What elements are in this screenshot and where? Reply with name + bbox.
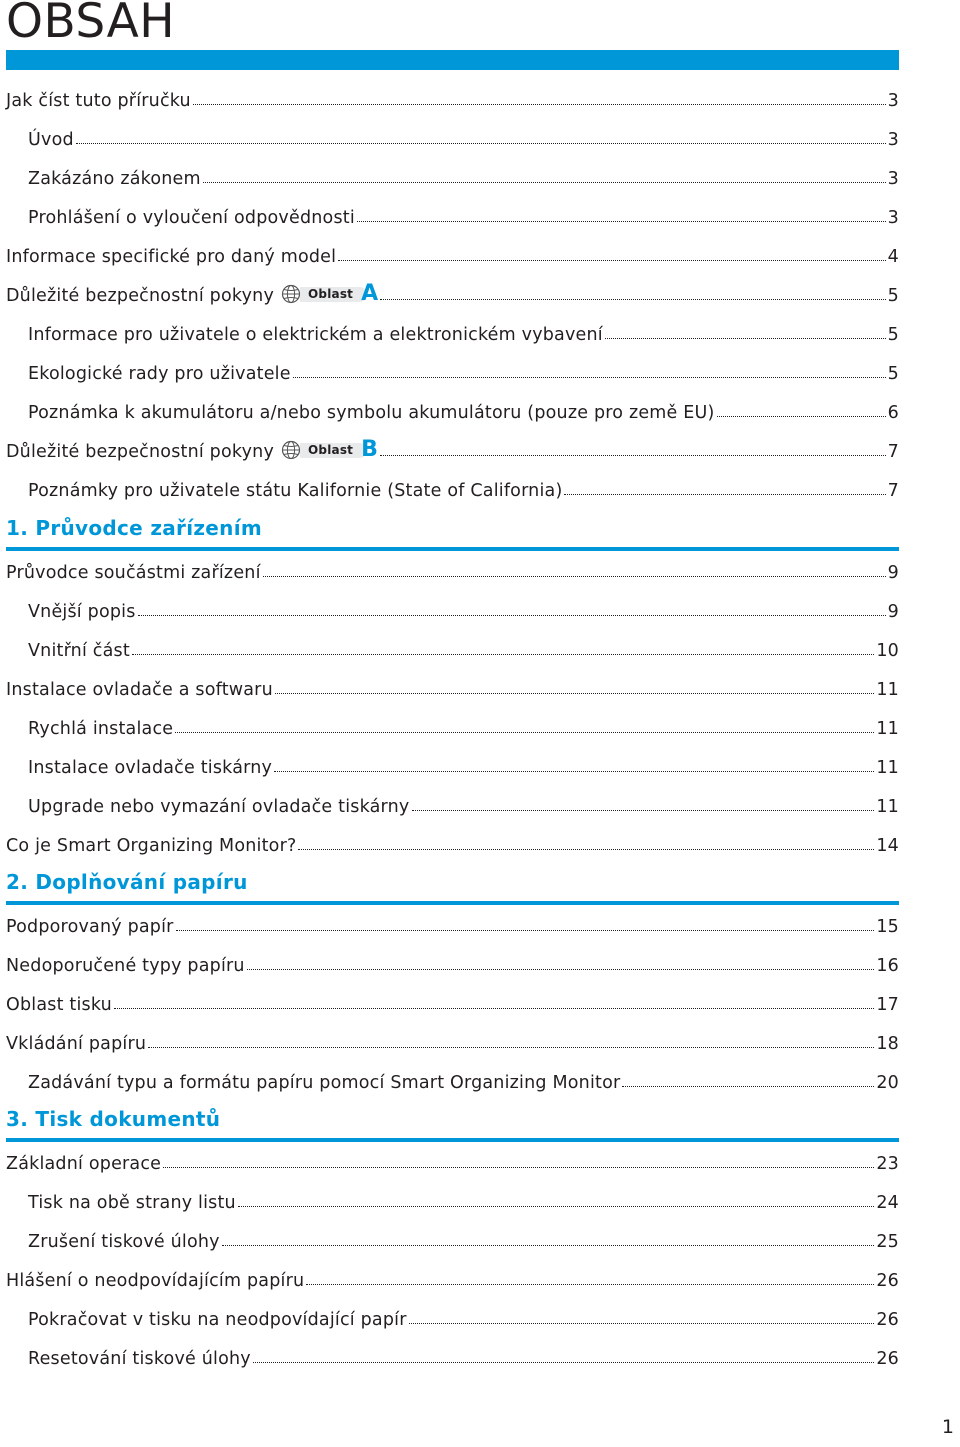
dot-leader	[132, 654, 874, 655]
toc-entry-label: Jak číst tuto příručku	[6, 91, 191, 111]
page-title: OBSAH	[6, 0, 176, 49]
toc-entry[interactable]	[28, 709, 899, 739]
toc-entry[interactable]	[28, 631, 899, 661]
toc-entry-label: Důležité bezpečnostní pokyny	[6, 442, 275, 462]
dot-leader	[306, 1284, 874, 1285]
toc-entry[interactable]	[6, 670, 899, 700]
toc-entry-page: 26	[876, 1271, 899, 1291]
toc-entry[interactable]	[28, 1300, 899, 1330]
toc-entry-page: 5	[887, 364, 899, 384]
toc-entry[interactable]	[28, 120, 899, 150]
toc-entry-label: Základní operace	[6, 1154, 162, 1174]
dot-leader	[293, 377, 886, 378]
region-badge-letter: A	[361, 281, 379, 306]
toc-entry-label: Instalace ovladače tiskárny	[28, 758, 273, 778]
toc-entry-page: 15	[876, 917, 899, 937]
dot-leader	[176, 930, 875, 931]
dot-leader	[222, 1245, 875, 1246]
region-badge-text: Oblast	[300, 443, 367, 458]
dot-leader	[412, 810, 875, 811]
toc-entry[interactable]	[28, 471, 899, 501]
dot-leader	[380, 455, 886, 456]
toc-entry-label: Hlášení o neodpovídajícím papíru	[6, 1271, 305, 1291]
toc-entry-page: 5	[887, 325, 899, 345]
region-badge	[280, 281, 379, 306]
toc-entry-page: 26	[876, 1349, 899, 1369]
page-number: 1	[941, 1416, 954, 1438]
dot-leader	[175, 732, 874, 733]
toc-entry[interactable]	[28, 1339, 899, 1369]
toc-entry[interactable]	[28, 1222, 899, 1252]
toc-entry-label: Vkládání papíru	[6, 1034, 147, 1054]
toc-entry[interactable]	[6, 553, 899, 583]
toc-entry-label: Zadávání typu a formátu papíru pomocí Smart Organizing Monitor	[28, 1073, 621, 1093]
toc-entry-page: 5	[887, 286, 899, 306]
toc-entry-page: 23	[876, 1154, 899, 1174]
toc-entry-page: 4	[887, 247, 899, 267]
chapter-heading[interactable]	[6, 516, 899, 540]
toc-entry-label: Rychlá instalace	[28, 719, 174, 739]
toc-entry-page: 20	[876, 1073, 899, 1093]
toc-entry-label: Ekologické rady pro uživatele	[28, 364, 291, 384]
toc-entry[interactable]	[28, 393, 899, 423]
chapter-heading[interactable]	[6, 870, 899, 894]
dot-leader	[76, 143, 886, 144]
toc-entry-page: 10	[876, 641, 899, 661]
toc-entry-page: 26	[876, 1310, 899, 1330]
toc-entry-label: Upgrade nebo vymazání ovladače tiskárny	[28, 797, 410, 817]
chapter-rule	[6, 901, 899, 905]
dot-leader	[338, 260, 885, 261]
toc-entry-label: Informace pro uživatele o elektrickém a elektronickém vybavení	[28, 325, 603, 345]
toc-entry[interactable]	[28, 592, 899, 622]
toc-entry-page: 16	[876, 956, 899, 976]
region-badge-text: Oblast	[300, 287, 367, 302]
dot-leader	[564, 494, 885, 495]
toc-entry-page: 14	[876, 836, 899, 856]
dot-leader	[357, 221, 886, 222]
toc-entry[interactable]	[6, 1144, 899, 1174]
toc-entry-label: Průvodce součástmi zařízení	[6, 563, 261, 583]
region-badge-letter: B	[361, 437, 379, 462]
dot-leader	[380, 299, 885, 300]
dot-leader	[253, 1362, 874, 1363]
toc-entry[interactable]	[28, 1183, 899, 1213]
toc-entry-page: 9	[887, 563, 899, 583]
chapter-title: 3. Tisk dokumentů	[6, 1107, 221, 1131]
dot-leader	[622, 1086, 874, 1087]
dot-leader	[409, 1323, 875, 1324]
dot-leader	[193, 104, 886, 105]
toc-entry-label: Vnější popis	[28, 602, 136, 622]
toc-entry-page: 24	[876, 1193, 899, 1213]
toc-entry-page: 11	[876, 719, 899, 739]
toc-entry-label: Co je Smart Organizing Monitor?	[6, 836, 297, 856]
dot-leader	[148, 1047, 874, 1048]
toc-entry-page: 7	[887, 442, 899, 462]
toc-entry-page: 3	[887, 91, 899, 111]
toc-entry[interactable]	[6, 985, 899, 1015]
toc-entry-page: 18	[876, 1034, 899, 1054]
toc-entry[interactable]	[28, 315, 899, 345]
dot-leader	[717, 416, 886, 417]
toc-entry-page: 11	[876, 680, 899, 700]
toc-entry-page: 11	[876, 758, 899, 778]
chapter-rule	[6, 547, 899, 551]
toc-entry-label: Instalace ovladače a softwaru	[6, 680, 273, 700]
toc-entry-page: 3	[887, 208, 899, 228]
toc-entry[interactable]	[6, 237, 899, 267]
toc-entry[interactable]	[6, 946, 899, 976]
toc-entry-page: 3	[887, 169, 899, 189]
toc-entry[interactable]	[28, 1063, 899, 1093]
toc-entry-label: Nedoporučené typy papíru	[6, 956, 245, 976]
chapter-title: 2. Doplňování papíru	[6, 870, 248, 894]
toc-entry-page: 25	[876, 1232, 899, 1252]
dot-leader	[298, 849, 874, 850]
toc-entry-label: Zakázáno zákonem	[28, 169, 201, 189]
toc-entry-label: Tisk na obě strany listu	[28, 1193, 236, 1213]
toc-entry[interactable]	[28, 198, 899, 228]
dot-leader	[238, 1206, 874, 1207]
toc-entry-page: 3	[887, 130, 899, 150]
dot-leader	[247, 969, 875, 970]
toc-entry-page: 6	[887, 403, 899, 423]
toc-entry-label: Informace specifické pro daný model	[6, 247, 337, 267]
dot-leader	[263, 576, 886, 577]
dot-leader	[275, 693, 874, 694]
chapter-heading[interactable]	[6, 1107, 899, 1131]
toc-entry-label: Zrušení tiskové úlohy	[28, 1232, 220, 1252]
toc-entry-label: Prohlášení o vyloučení odpovědnosti	[28, 208, 355, 228]
chapter-rule	[6, 1138, 899, 1142]
dot-leader	[138, 615, 886, 616]
toc-entry[interactable]	[6, 826, 899, 856]
toc-entry-label: Poznámka k akumulátoru a/nebo symbolu akumulátoru (pouze pro země EU)	[28, 403, 715, 423]
toc-entry[interactable]	[28, 748, 899, 778]
toc-entry-page: 9	[887, 602, 899, 622]
dot-leader	[203, 182, 886, 183]
toc-entry-label: Resetování tiskové úlohy	[28, 1349, 251, 1369]
region-badge	[280, 437, 379, 462]
toc-entry[interactable]	[28, 159, 899, 189]
chapter-title: 1. Průvodce zařízením	[6, 516, 263, 540]
toc-entry[interactable]	[28, 787, 899, 817]
toc-entry-label: Pokračovat v tisku na neodpovídající papír	[28, 1310, 407, 1330]
dot-leader	[274, 771, 874, 772]
toc-entry-label: Podporovaný papír	[6, 917, 174, 937]
toc-entry[interactable]	[6, 276, 899, 306]
toc-entry[interactable]	[6, 907, 899, 937]
toc-entry-page: 17	[876, 995, 899, 1015]
toc-entry-label: Oblast tisku	[6, 995, 112, 1015]
toc-entry-label: Poznámky pro uživatele státu Kalifornie (State of California)	[28, 481, 563, 501]
toc-entry[interactable]	[28, 354, 899, 384]
toc-entry-label: Úvod	[28, 130, 74, 150]
dot-leader	[163, 1167, 874, 1168]
toc-entry[interactable]	[6, 432, 899, 462]
toc-entry-label: Vnitřní část	[28, 641, 130, 661]
toc-entry[interactable]	[6, 1024, 899, 1054]
dot-leader	[605, 338, 886, 339]
dot-leader	[114, 1008, 874, 1009]
toc-entry[interactable]	[6, 1261, 899, 1291]
toc-entry[interactable]	[6, 81, 899, 111]
toc-entry-label: Důležité bezpečnostní pokyny	[6, 286, 275, 306]
toc-entry-page: 11	[876, 797, 899, 817]
toc-entry-page: 7	[887, 481, 899, 501]
